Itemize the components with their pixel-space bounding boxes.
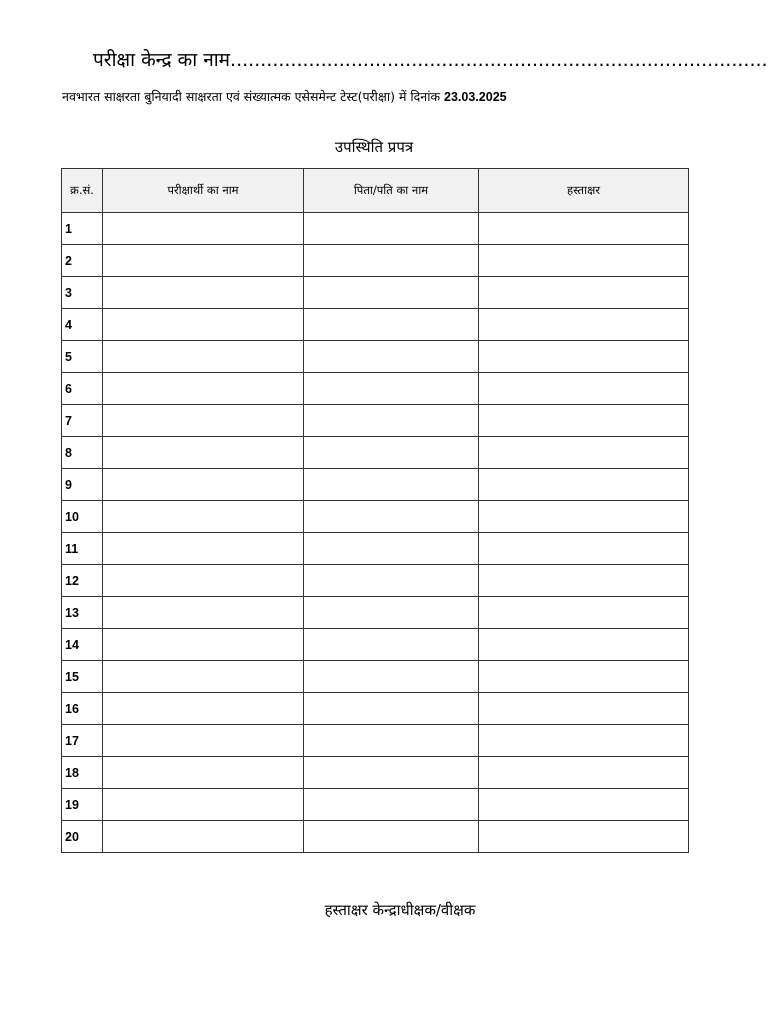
candidate-name-cell	[103, 565, 304, 597]
column-header-candidate-name: परीक्षार्थी का नाम	[103, 169, 304, 213]
table-row	[62, 757, 689, 789]
serial-number-cell: 10	[62, 501, 103, 533]
serial-number-cell: 5	[62, 341, 103, 373]
table-row	[62, 277, 689, 309]
table-row	[62, 437, 689, 469]
signature-cell	[479, 309, 689, 341]
candidate-name-cell	[103, 501, 304, 533]
candidate-name-cell	[103, 309, 304, 341]
signature-cell	[479, 373, 689, 405]
serial-number-cell: 20	[62, 821, 103, 853]
father-husband-name-cell	[304, 277, 479, 309]
serial-number-cell: 1	[62, 213, 103, 245]
signature-cell	[479, 213, 689, 245]
signature-cell	[479, 629, 689, 661]
table-row	[62, 501, 689, 533]
table-row	[62, 405, 689, 437]
serial-number-cell: 8	[62, 437, 103, 469]
father-husband-name-cell	[304, 437, 479, 469]
table-row	[62, 821, 689, 853]
father-husband-name-cell	[304, 533, 479, 565]
serial-number-cell: 14	[62, 629, 103, 661]
candidate-name-cell	[103, 373, 304, 405]
father-husband-name-cell	[304, 469, 479, 501]
candidate-name-cell	[103, 533, 304, 565]
father-husband-name-cell	[304, 309, 479, 341]
serial-number-cell: 3	[62, 277, 103, 309]
serial-number-cell: 12	[62, 565, 103, 597]
exam-center-name-line: परीक्षा केन्द्र का नाम.........................................................................................	[93, 49, 768, 71]
signature-cell	[479, 437, 689, 469]
table-row	[62, 597, 689, 629]
father-husband-name-cell	[304, 693, 479, 725]
candidate-name-cell	[103, 629, 304, 661]
candidate-name-cell	[103, 405, 304, 437]
father-husband-name-cell	[304, 341, 479, 373]
signature-cell	[479, 533, 689, 565]
column-header-serial: क्र.सं.	[62, 169, 103, 213]
signature-cell	[479, 277, 689, 309]
father-husband-name-cell	[304, 405, 479, 437]
father-husband-name-cell	[304, 629, 479, 661]
candidate-name-cell	[103, 213, 304, 245]
table-row	[62, 309, 689, 341]
table-row	[62, 245, 689, 277]
serial-number-cell: 2	[62, 245, 103, 277]
candidate-name-cell	[103, 789, 304, 821]
candidate-name-cell	[103, 341, 304, 373]
attendance-table	[61, 168, 689, 853]
column-header-father-husband-name: पिता/पति का नाम	[304, 169, 479, 213]
candidate-name-cell	[103, 245, 304, 277]
candidate-name-cell	[103, 277, 304, 309]
candidate-name-cell	[103, 661, 304, 693]
signature-cell	[479, 725, 689, 757]
table-row	[62, 533, 689, 565]
superintendent-signature-label: हस्ताक्षर केन्द्राधीक्षक/वीक्षक	[324, 901, 476, 919]
serial-number-cell: 4	[62, 309, 103, 341]
serial-number-cell: 13	[62, 597, 103, 629]
serial-number-cell: 11	[62, 533, 103, 565]
serial-number-cell: 6	[62, 373, 103, 405]
serial-number-cell: 16	[62, 693, 103, 725]
table-row	[62, 565, 689, 597]
father-husband-name-cell	[304, 661, 479, 693]
serial-number-cell: 18	[62, 757, 103, 789]
signature-cell	[479, 501, 689, 533]
table-row	[62, 341, 689, 373]
table-row	[62, 725, 689, 757]
signature-cell	[479, 469, 689, 501]
candidate-name-cell	[103, 821, 304, 853]
table-row	[62, 661, 689, 693]
signature-cell	[479, 789, 689, 821]
serial-number-cell: 9	[62, 469, 103, 501]
signature-cell	[479, 597, 689, 629]
exam-description	[62, 88, 742, 105]
signature-cell	[479, 821, 689, 853]
signature-cell	[479, 757, 689, 789]
table-row	[62, 373, 689, 405]
candidate-name-cell	[103, 437, 304, 469]
table-row	[62, 693, 689, 725]
father-husband-name-cell	[304, 789, 479, 821]
serial-number-cell: 7	[62, 405, 103, 437]
signature-cell	[479, 405, 689, 437]
signature-cell	[479, 693, 689, 725]
serial-number-cell: 19	[62, 789, 103, 821]
father-husband-name-cell	[304, 757, 479, 789]
father-husband-name-cell	[304, 821, 479, 853]
candidate-name-cell	[103, 469, 304, 501]
father-husband-name-cell	[304, 725, 479, 757]
table-row	[62, 789, 689, 821]
signature-cell	[479, 661, 689, 693]
signature-cell	[479, 245, 689, 277]
serial-number-cell: 17	[62, 725, 103, 757]
form-title: उपस्थिति प्रपत्र	[334, 138, 414, 156]
serial-number-cell: 15	[62, 661, 103, 693]
exam-date: 23.03.2025	[444, 90, 507, 104]
table-header-row	[62, 169, 689, 213]
candidate-name-cell	[103, 725, 304, 757]
table-row	[62, 469, 689, 501]
father-husband-name-cell	[304, 213, 479, 245]
table-row	[62, 213, 689, 245]
father-husband-name-cell	[304, 245, 479, 277]
column-header-signature: हस्ताक्षर	[479, 169, 689, 213]
father-husband-name-cell	[304, 501, 479, 533]
signature-cell	[479, 341, 689, 373]
exam-description-text: नवभारत साक्षरता बुनियादी साक्षरता एवं संख्यात्मक एसेसमेन्ट टेस्ट(परीक्षा) में दिनांक	[62, 89, 441, 104]
table-row	[62, 629, 689, 661]
candidate-name-cell	[103, 597, 304, 629]
signature-cell	[479, 565, 689, 597]
candidate-name-cell	[103, 693, 304, 725]
candidate-name-cell	[103, 757, 304, 789]
father-husband-name-cell	[304, 565, 479, 597]
father-husband-name-cell	[304, 597, 479, 629]
father-husband-name-cell	[304, 373, 479, 405]
